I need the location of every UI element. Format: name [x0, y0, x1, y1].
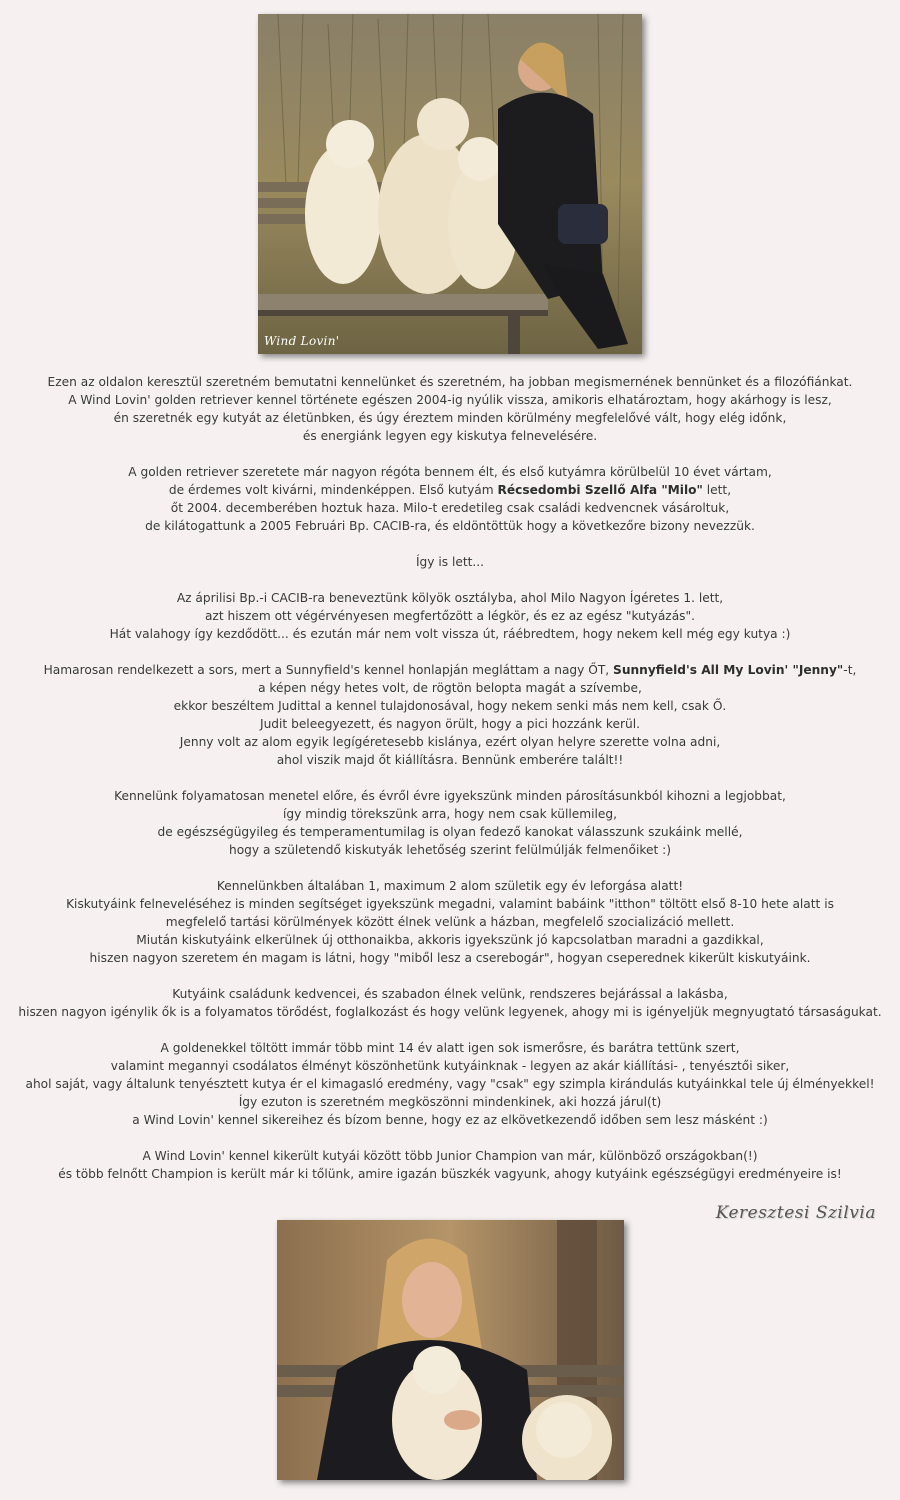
- paragraph-intro: [0, 373, 900, 445]
- text-line: a képen négy hetes volt, de rögtön belopta magát a szívembe,: [258, 681, 642, 695]
- text-line: Kennelünkben általában 1, maximum 2 alom születik egy év leforgása alatt!: [216, 879, 684, 893]
- dog-name-jenny: Sunnyfield's All My Lovin' "Jenny": [613, 663, 844, 677]
- paragraph-so-it-was: [0, 553, 900, 571]
- paragraph-first-dog: [0, 463, 900, 535]
- paragraph-breeding: [0, 787, 900, 859]
- about-text: [0, 373, 900, 1201]
- kennel-photo-top: [258, 14, 642, 354]
- text-line: hiszen nagyon igénylik ők is a folyamatos törődést, foglalkozást és hogy velünk legyenek, ahogy mi is igényeljük megnyugtató társaságukat.: [18, 1005, 882, 1019]
- text-line: én szeretnék egy kutyát az életünbken, és úgy éreztem minden körülmény megfelelővé vált, hogy elég időnk,: [113, 411, 787, 425]
- text-line: hogy a születendő kiskutyák lehetőség szerint felülmúlják felmenőiket :): [229, 843, 671, 857]
- text-line: Jenny volt az alom egyik legígéretesebb kislánya, ezért olyan helyre szerette volna adni,: [179, 735, 721, 749]
- text-line: lett,: [702, 483, 732, 497]
- text-line: ahol saját, vagy általunk tenyésztett kutya ér el kimagasló eredmény, vagy "csak" egy szimpla kirándulás kutyáinkkal tele új élményekkel!: [25, 1077, 875, 1091]
- text-line: Ezen az oldalon keresztül szeretném bemutatni kennelünket és szeretném, ha jobban megismernének bennünket és a filozófiánkat.: [47, 375, 853, 389]
- paragraph-champions: [0, 1147, 900, 1183]
- photo-woman-with-three-goldens: [258, 14, 642, 354]
- text-line: Így is lett...: [415, 555, 485, 569]
- text-line: hiszen nagyon szeretem én magam is látni, hogy "miből lesz a cserebogár", hogyan cseperednek kikerült kiskutyáink.: [89, 951, 811, 965]
- text-line: de egészségügyileg és temperamentumilag is olyan fedező kanokat válasszunk szukáink mellé,: [157, 825, 743, 839]
- text-line: A golden retriever szeretete már nagyon régóta bennem élt, és első kutyámra körülbelül 10 évet vártam,: [128, 465, 772, 479]
- text-line: Kiskutyáink felneveléséhez is minden segítséget igyekszünk megadni, valamint babáink "itthon" töltött első 8-10 hete alatt is: [66, 897, 834, 911]
- text-line: de kilátogattunk a 2005 Februári Bp. CACIB-ra, és eldöntöttük hogy a következőre bizony nevezzük.: [145, 519, 755, 533]
- text-line: -t,: [843, 663, 857, 677]
- text-line: őt 2004. decemberében hoztuk haza. Milo-t eredetileg csak családi kedvencnek vásároltuk,: [170, 501, 730, 515]
- text-line: de érdemes volt kivárni, mindenképpen. Első kutyám: [168, 483, 498, 497]
- text-line: A Wind Lovin' kennel kikerült kutyái között több Junior Champion van már, különböző országokban(!): [142, 1149, 758, 1163]
- paragraph-jenny: [0, 661, 900, 769]
- paragraph-thanks: [0, 1039, 900, 1129]
- text-line: A Wind Lovin' golden retriever kennel története egészen 2004-ig nyúlik vissza, amikoris elhatároztam, hogy akárhogy is lesz,: [68, 393, 832, 407]
- text-line: megfelelő tartási körülmények között élnek velünk a házban, megfelelő szocializáció mellett.: [165, 915, 735, 929]
- text-line: és energiánk legyen egy kiskutya felnevelésére.: [302, 429, 598, 443]
- text-line: a Wind Lovin' kennel sikereihez és bízom benne, hogy ez az elkövetkezendő időben sem lesz másként :): [132, 1113, 768, 1127]
- signature: Keresztesi Szilvia: [715, 1203, 876, 1223]
- text-line: és több felnőtt Champion is került már ki tőlünk, amire igazán büszkék vagyunk, ahogy kutyáink egészségügyi eredményeire is!: [58, 1167, 842, 1181]
- text-line: ahol viszik majd őt kiállításra. Bennünk emberére talált!!: [276, 753, 624, 767]
- paragraph-family: [0, 985, 900, 1021]
- text-line: Kennelünk folyamatosan menetel előre, és évről évre igyekszünk minden párosításunkból kihozni a legjobbat,: [114, 789, 786, 803]
- text-line: Így ezuton is szeretném megköszönni mindenkinek, aki hozzá járul(t): [238, 1095, 662, 1109]
- text-line: valamint megannyi csodálatos élményt köszönhetünk kutyáinknak - legyen az akár kiállítási- , tenyésztői siker,: [110, 1059, 790, 1073]
- text-line: ekkor beszéltem Judittal a kennel tulajdonosával, hogy nekem senki más nem kell, csak Ő.: [173, 699, 727, 713]
- dog-name-milo: Récsedombi Szellő Alfa "Milo": [497, 483, 703, 497]
- text-line: Hát valahogy így kezdődött... és ezután már nem volt vissza út, ráébredtem, hogy nekem kell még egy kutya :): [109, 627, 791, 641]
- text-line: így mindig törekszünk arra, hogy nem csak küllemileg,: [283, 807, 617, 821]
- text-line: Hamarosan rendelkezett a sors, mert a Sunnyfield's kennel honlapján megláttam a nagy ŐT,: [43, 663, 614, 677]
- text-line: Judit beleegyezett, és nagyon örült, hogy a pici hozzánk kerül.: [259, 717, 641, 731]
- paragraph-cacib: [0, 589, 900, 643]
- text-line: azt hiszem ott végérvényesen megfertőzött a légkör, és ez az egész "kutyázás".: [204, 609, 696, 623]
- kennel-photo-bottom: [277, 1220, 624, 1480]
- text-line: Miután kiskutyáink elkerülnek új otthonaikba, akkoris igyekszünk jó kapcsolatban maradni a gazdikkal,: [136, 933, 764, 947]
- photo-woman-hugging-golden: [277, 1220, 624, 1480]
- text-line: Az áprilisi Bp.-i CACIB-ra beneveztünk kölyök osztályba, ahol Milo Nagyon Ígéretes 1. lett,: [176, 591, 724, 605]
- text-line: Kutyáink családunk kedvencei, és szabadon élnek velünk, rendszeres bejárással a lakásba,: [172, 987, 728, 1001]
- text-line: A goldenekkel töltött immár több mint 14 év alatt igen sok ismerősre, és barátra tettünk szert,: [160, 1041, 740, 1055]
- paragraph-litters: [0, 877, 900, 967]
- photo-watermark: Wind Lovin': [264, 334, 340, 348]
